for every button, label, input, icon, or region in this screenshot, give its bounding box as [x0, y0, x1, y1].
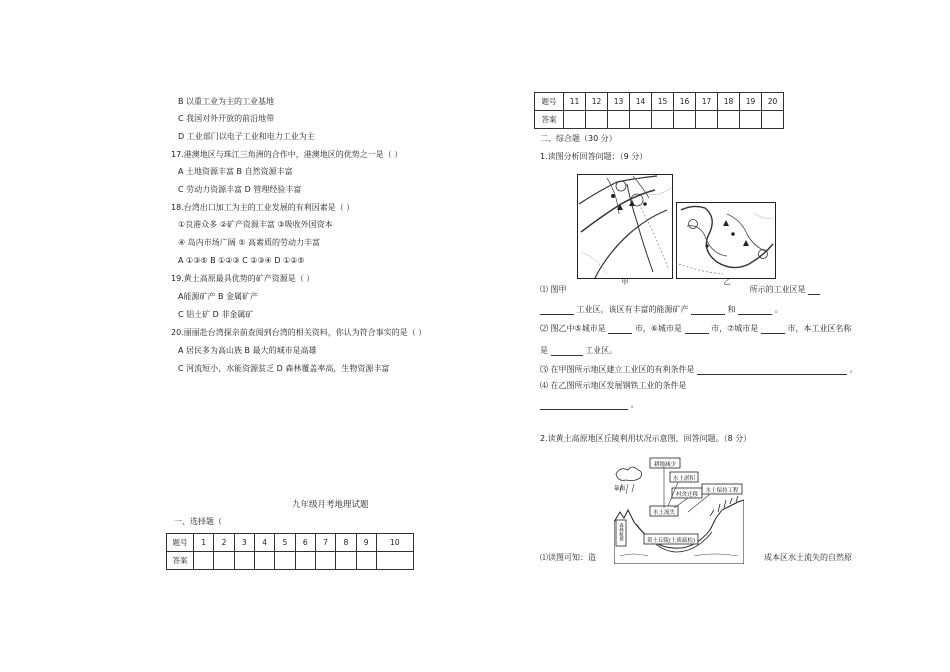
question-number-cell: 10	[376, 534, 413, 552]
map-jia	[578, 175, 673, 279]
answer-blank[interactable]	[685, 333, 709, 334]
question-17: 17.港澳地区与珠江三角洲的合作中，港澳地区的优势之一是（ ）	[171, 150, 403, 159]
q1-p1-label: ⑴ 图甲	[540, 285, 567, 294]
answer-blank[interactable]	[761, 333, 785, 334]
answer-blank[interactable]	[540, 314, 574, 315]
label-plateau: 黄土丘陵(土质疏松)	[646, 538, 696, 544]
answer-cell[interactable]	[336, 552, 356, 570]
question-number-cell: 13	[608, 93, 630, 111]
q1-p4-end: 。	[630, 400, 639, 409]
table-head-label: 题号	[535, 93, 564, 111]
question-2-title: 2.读黄土高原地区丘陵利用状况示意图，回答问题。（8 分）	[540, 434, 752, 443]
q1-p3-text: ⑶ 在甲图所示地区建立工业区的有利条件是	[540, 365, 695, 374]
question-19: 19.黄土高原最具优势的矿产资源是（ ）	[171, 274, 315, 283]
q1-p2-text5: 是	[540, 346, 548, 355]
answer-cell[interactable]	[696, 111, 718, 129]
q1-part1-line1	[540, 285, 820, 295]
option-16c: C 我国对外开放的前沿地带	[178, 114, 275, 123]
q1-p2-text4: 市，本工业区名称	[787, 324, 852, 333]
q1-p2-text6: 工业区。	[585, 346, 618, 355]
q1-part4-line1: ⑷ 在乙图所示地区发展钢铁工业的条件是	[540, 381, 687, 390]
question-1-title: 1.读图分析回答问题：（9 分）	[540, 152, 648, 161]
table-header-row	[535, 93, 784, 111]
answer-cell[interactable]	[356, 552, 376, 570]
options-19cd: C 铝土矿 D 非金属矿	[178, 310, 254, 319]
question-number-cell: 3	[234, 534, 254, 552]
answer-cell[interactable]	[718, 111, 740, 129]
answer-cell[interactable]	[376, 552, 413, 570]
label-project: 水土保持工程	[705, 488, 739, 494]
answer-cell[interactable]	[234, 552, 254, 570]
question-number-cell: 8	[336, 534, 356, 552]
answer-table-1-10	[166, 533, 414, 570]
question-number-cell: 14	[630, 93, 652, 111]
answer-blank[interactable]	[608, 333, 632, 334]
options-20ab: A 居民多为高山族 B 最大的城市是高雄	[178, 346, 317, 355]
table-head-label: 题号	[167, 534, 194, 552]
table-header-row	[167, 534, 414, 552]
answer-cell[interactable]	[315, 552, 335, 570]
question-20: 20.丽丽赴台湾探亲前查阅到台湾的相关资料，你认为符合事实的是（ ）	[171, 328, 427, 337]
question-number-cell: 6	[295, 534, 315, 552]
question-number-cell: 16	[674, 93, 696, 111]
answer-blank[interactable]	[808, 294, 820, 295]
industrial-region-maps	[577, 174, 777, 286]
q1-part3	[540, 365, 858, 375]
answer-cell[interactable]	[652, 111, 674, 129]
question-number-cell: 18	[718, 93, 740, 111]
q1-part4-line2	[540, 400, 639, 410]
answer-cell[interactable]	[762, 111, 784, 129]
options-20cd: C 河流短小，水能资源贫乏 D 森林覆盖率高，生物资源丰富	[178, 364, 390, 373]
factors-18b: ④ 岛内市场广阔 ⑤ 高素质的劳动力丰富	[178, 238, 320, 247]
label-land-loss: 耕地减少	[653, 462, 677, 468]
table-answer-row	[535, 111, 784, 129]
options-18: A ①③⑤ B ①②③ C ②③④ D ①②⑤	[178, 256, 305, 265]
exam-title: 九年级月考地理试题	[292, 500, 369, 510]
loess-plateau-diagram	[614, 452, 744, 564]
section-comprehensive-heading: 二、综合题（30 分）	[540, 134, 617, 143]
q1-part2-line1	[540, 324, 851, 334]
question-number-cell: 2	[214, 534, 234, 552]
question-number-cell: 15	[652, 93, 674, 111]
question-number-cell: 20	[762, 93, 784, 111]
map-label-yi: 乙	[723, 278, 731, 286]
answer-cell[interactable]	[564, 111, 586, 129]
question-number-cell: 9	[356, 534, 376, 552]
q1-part1-line2	[540, 305, 783, 315]
section-choice-heading: 一、选择题（	[174, 517, 222, 526]
label-rain: 暴雨	[614, 486, 626, 492]
question-number-cell: 19	[740, 93, 762, 111]
table-answer-label: 答案	[535, 111, 564, 129]
q1-p2-text3: 市，⑦城市是	[711, 324, 759, 333]
label-erosion: 水土流失	[652, 510, 676, 516]
question-number-cell: 17	[696, 93, 718, 111]
answer-cell[interactable]	[608, 111, 630, 129]
q1-part2-line2	[540, 346, 617, 356]
q2-part1-right: 成本区水土流失的自然原	[764, 553, 852, 562]
answer-blank[interactable]	[691, 314, 725, 315]
option-16b: B 以重工业为主的工业基地	[178, 97, 275, 106]
answer-cell[interactable]	[586, 111, 608, 129]
q1-p1-text: 所示的工业区是	[749, 285, 806, 294]
label-vegetation: 森林植被	[618, 523, 624, 541]
q1-p2-text2: 市，⑥城市是	[634, 324, 682, 333]
options-19ab: A能源矿产 B 金属矿产	[178, 292, 259, 301]
q1-p3-end: 。	[849, 365, 858, 374]
q1-p1-end: 。	[774, 305, 783, 314]
answer-table-11-20	[534, 92, 784, 129]
answer-cell[interactable]	[630, 111, 652, 129]
options-17cd: C 劳动力资源丰富 D 管理经验丰富	[178, 185, 302, 194]
table-answer-row	[167, 552, 414, 570]
question-number-cell: 11	[564, 93, 586, 111]
label-relocate: 村舍迁移	[675, 492, 699, 498]
answer-cell[interactable]	[674, 111, 696, 129]
answer-cell[interactable]	[214, 552, 234, 570]
map-label-jia: 甲	[621, 278, 629, 286]
table-answer-label: 答案	[167, 552, 194, 570]
answer-blank[interactable]	[697, 374, 847, 375]
factors-18a: ①良港众多 ②矿产资源丰富 ③吸收外国资本	[178, 220, 333, 229]
question-number-cell: 5	[275, 534, 295, 552]
answer-blank[interactable]	[540, 409, 628, 410]
options-17ab: A 土地资源丰富 B 自然资源丰富	[178, 167, 293, 176]
label-silt: 水土淤积	[672, 476, 696, 482]
q1-p1-text2: 工业区，该区有丰富的能源矿产	[576, 305, 689, 314]
answer-blank[interactable]	[551, 355, 583, 356]
answer-cell[interactable]	[295, 552, 315, 570]
question-number-cell: 7	[315, 534, 335, 552]
question-number-cell: 4	[254, 534, 274, 552]
answer-blank[interactable]	[738, 314, 772, 315]
answer-cell[interactable]	[194, 552, 214, 570]
q1-p2-text1: ⑵ 图乙中⑤城市是	[540, 324, 606, 333]
question-18: 18.台湾出口加工为主的工业发展的有利因素是（ ）	[171, 203, 355, 212]
map-yi	[677, 203, 776, 279]
question-number-cell: 12	[586, 93, 608, 111]
answer-cell[interactable]	[275, 552, 295, 570]
answer-cell[interactable]	[740, 111, 762, 129]
q1-p1-and: 和	[727, 305, 736, 314]
option-16d: D 工业部门以电子工业和电力工业为主	[178, 132, 315, 141]
q2-part1-left: ⑴读图可知：造	[540, 553, 596, 562]
question-number-cell: 1	[194, 534, 214, 552]
answer-cell[interactable]	[254, 552, 274, 570]
